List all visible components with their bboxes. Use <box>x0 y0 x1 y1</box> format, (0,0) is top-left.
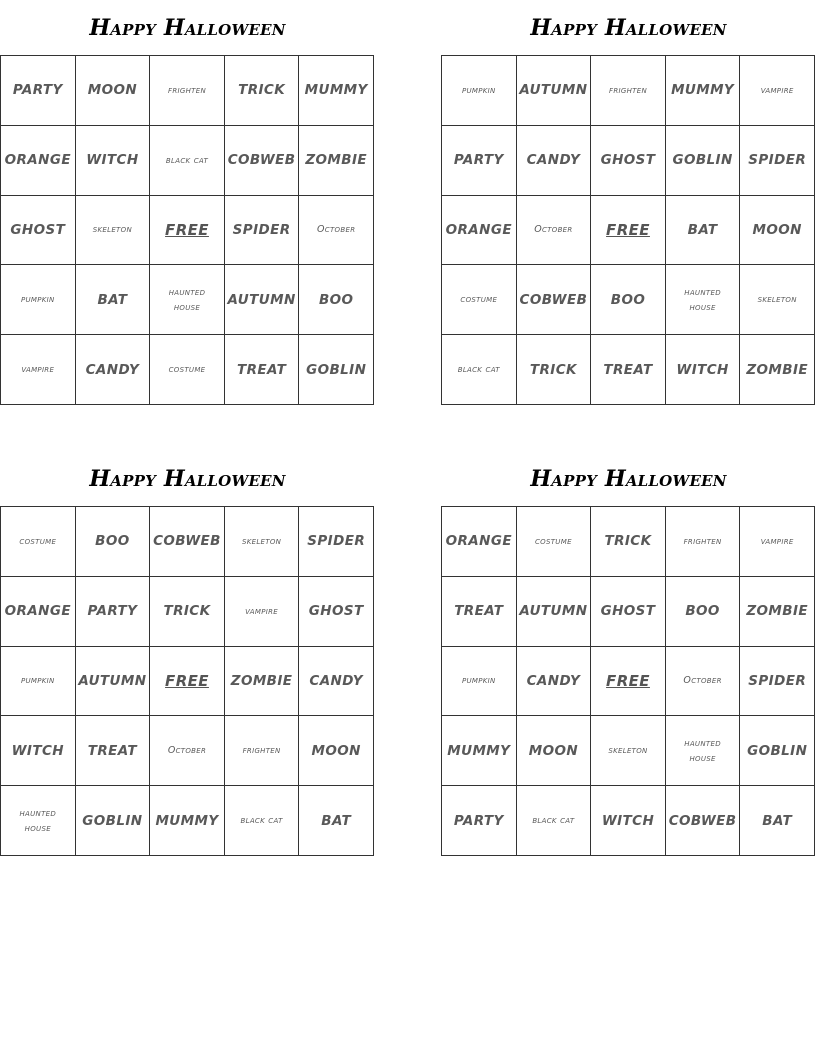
bingo-cell: pumpkin <box>442 56 517 126</box>
bingo-cell: ORANGE <box>442 196 517 266</box>
bingo-cell: vampire <box>740 507 815 577</box>
bingo-cell: MUMMY <box>299 56 374 126</box>
bingo-cell: MOON <box>299 716 374 786</box>
bingo-cell: black cat <box>150 126 225 196</box>
bingo-cell: WITCH <box>76 126 151 196</box>
bingo-cell: vampire <box>225 577 300 647</box>
bingo-cell: BAT <box>666 196 741 266</box>
free-space: FREE <box>591 647 666 717</box>
bingo-grid <box>0 506 374 856</box>
bingo-cell: BAT <box>76 265 151 335</box>
bingo-cell: CANDY <box>299 647 374 717</box>
bingo-cell: TREAT <box>591 335 666 405</box>
bingo-cell: COBWEB <box>666 786 741 856</box>
bingo-cell: SPIDER <box>740 647 815 717</box>
bingo-cell: MUMMY <box>442 716 517 786</box>
bingo-cell: CANDY <box>517 126 592 196</box>
bingo-cell: AUTUMN <box>76 647 151 717</box>
free-space: FREE <box>150 647 225 717</box>
bingo-cell: WITCH <box>1 716 76 786</box>
bingo-cell: skeleton <box>76 196 151 266</box>
bingo-cell: costume <box>517 507 592 577</box>
free-space: FREE <box>150 196 225 266</box>
bingo-cell: PARTY <box>442 126 517 196</box>
bingo-cell: BAT <box>740 786 815 856</box>
bingo-cell: BOO <box>591 265 666 335</box>
bingo-cell: WITCH <box>591 786 666 856</box>
bingo-cell: AUTUMN <box>517 577 592 647</box>
bingo-cell: ORANGE <box>1 126 76 196</box>
bingo-cell: October <box>666 647 741 717</box>
bingo-cell: BOO <box>666 577 741 647</box>
bingo-cell: vampire <box>740 56 815 126</box>
bingo-cell: PARTY <box>1 56 76 126</box>
bingo-cell: TRICK <box>225 56 300 126</box>
bingo-cell: GOBLIN <box>740 716 815 786</box>
bingo-cell: black cat <box>442 335 517 405</box>
bingo-cell: PARTY <box>442 786 517 856</box>
bingo-cell: October <box>299 196 374 266</box>
bingo-cell: haunted house <box>666 716 741 786</box>
bingo-cell: GHOST <box>299 577 374 647</box>
bingo-cell: October <box>150 716 225 786</box>
bingo-cell: haunted house <box>150 265 225 335</box>
bingo-cell: black cat <box>225 786 300 856</box>
bingo-cell: haunted house <box>666 265 741 335</box>
card-title: Happy Halloween <box>530 15 727 41</box>
bingo-cell: TREAT <box>76 716 151 786</box>
bingo-cell: ZOMBIE <box>225 647 300 717</box>
bingo-grid <box>441 55 815 405</box>
bingo-cell: COBWEB <box>225 126 300 196</box>
bingo-cell: skeleton <box>591 716 666 786</box>
bingo-cell: GHOST <box>1 196 76 266</box>
bingo-cell: TRICK <box>150 577 225 647</box>
bingo-cell: MOON <box>517 716 592 786</box>
bingo-cell: GHOST <box>591 126 666 196</box>
bingo-cell: BOO <box>299 265 374 335</box>
bingo-cell: costume <box>150 335 225 405</box>
card-title: Happy Halloween <box>89 15 286 41</box>
bingo-cell: TRICK <box>517 335 592 405</box>
bingo-cell: TREAT <box>442 577 517 647</box>
bingo-cell: frighten <box>591 56 666 126</box>
bingo-grid <box>0 55 374 405</box>
bingo-grid <box>441 506 815 856</box>
bingo-cell: black cat <box>517 786 592 856</box>
bingo-cell: TRICK <box>591 507 666 577</box>
bingo-cell: haunted house <box>1 786 76 856</box>
card-title: Happy Halloween <box>530 466 727 492</box>
bingo-cell: GOBLIN <box>299 335 374 405</box>
bingo-cell: MOON <box>76 56 151 126</box>
bingo-cell: pumpkin <box>1 647 76 717</box>
bingo-cell: costume <box>1 507 76 577</box>
bingo-cell: SPIDER <box>225 196 300 266</box>
bingo-cell: ZOMBIE <box>740 577 815 647</box>
bingo-cell: BAT <box>299 786 374 856</box>
bingo-cell: SPIDER <box>299 507 374 577</box>
bingo-cell: skeleton <box>225 507 300 577</box>
card-title: Happy Halloween <box>89 466 286 492</box>
bingo-cell: TREAT <box>225 335 300 405</box>
bingo-cell: October <box>517 196 592 266</box>
bingo-cell: ORANGE <box>442 507 517 577</box>
bingo-cell: COBWEB <box>517 265 592 335</box>
bingo-cell: CANDY <box>517 647 592 717</box>
bingo-cell: GOBLIN <box>666 126 741 196</box>
bingo-cell: AUTUMN <box>225 265 300 335</box>
bingo-cell: skeleton <box>740 265 815 335</box>
bingo-cell: pumpkin <box>1 265 76 335</box>
bingo-cell: COBWEB <box>150 507 225 577</box>
bingo-cell: PARTY <box>76 577 151 647</box>
bingo-cell: SPIDER <box>740 126 815 196</box>
bingo-cell: GHOST <box>591 577 666 647</box>
bingo-cell: BOO <box>76 507 151 577</box>
bingo-cell: GOBLIN <box>76 786 151 856</box>
bingo-cell: frighten <box>666 507 741 577</box>
bingo-cell: AUTUMN <box>517 56 592 126</box>
bingo-cell: MUMMY <box>150 786 225 856</box>
bingo-cell: CANDY <box>76 335 151 405</box>
bingo-cell: ZOMBIE <box>299 126 374 196</box>
free-space: FREE <box>591 196 666 266</box>
bingo-cell: ZOMBIE <box>740 335 815 405</box>
bingo-cell: ORANGE <box>1 577 76 647</box>
bingo-cell: frighten <box>150 56 225 126</box>
bingo-cell: vampire <box>1 335 76 405</box>
bingo-cell: MUMMY <box>666 56 741 126</box>
bingo-cell: costume <box>442 265 517 335</box>
bingo-cell: frighten <box>225 716 300 786</box>
bingo-cell: pumpkin <box>442 647 517 717</box>
bingo-cell: MOON <box>740 196 815 266</box>
bingo-cell: WITCH <box>666 335 741 405</box>
